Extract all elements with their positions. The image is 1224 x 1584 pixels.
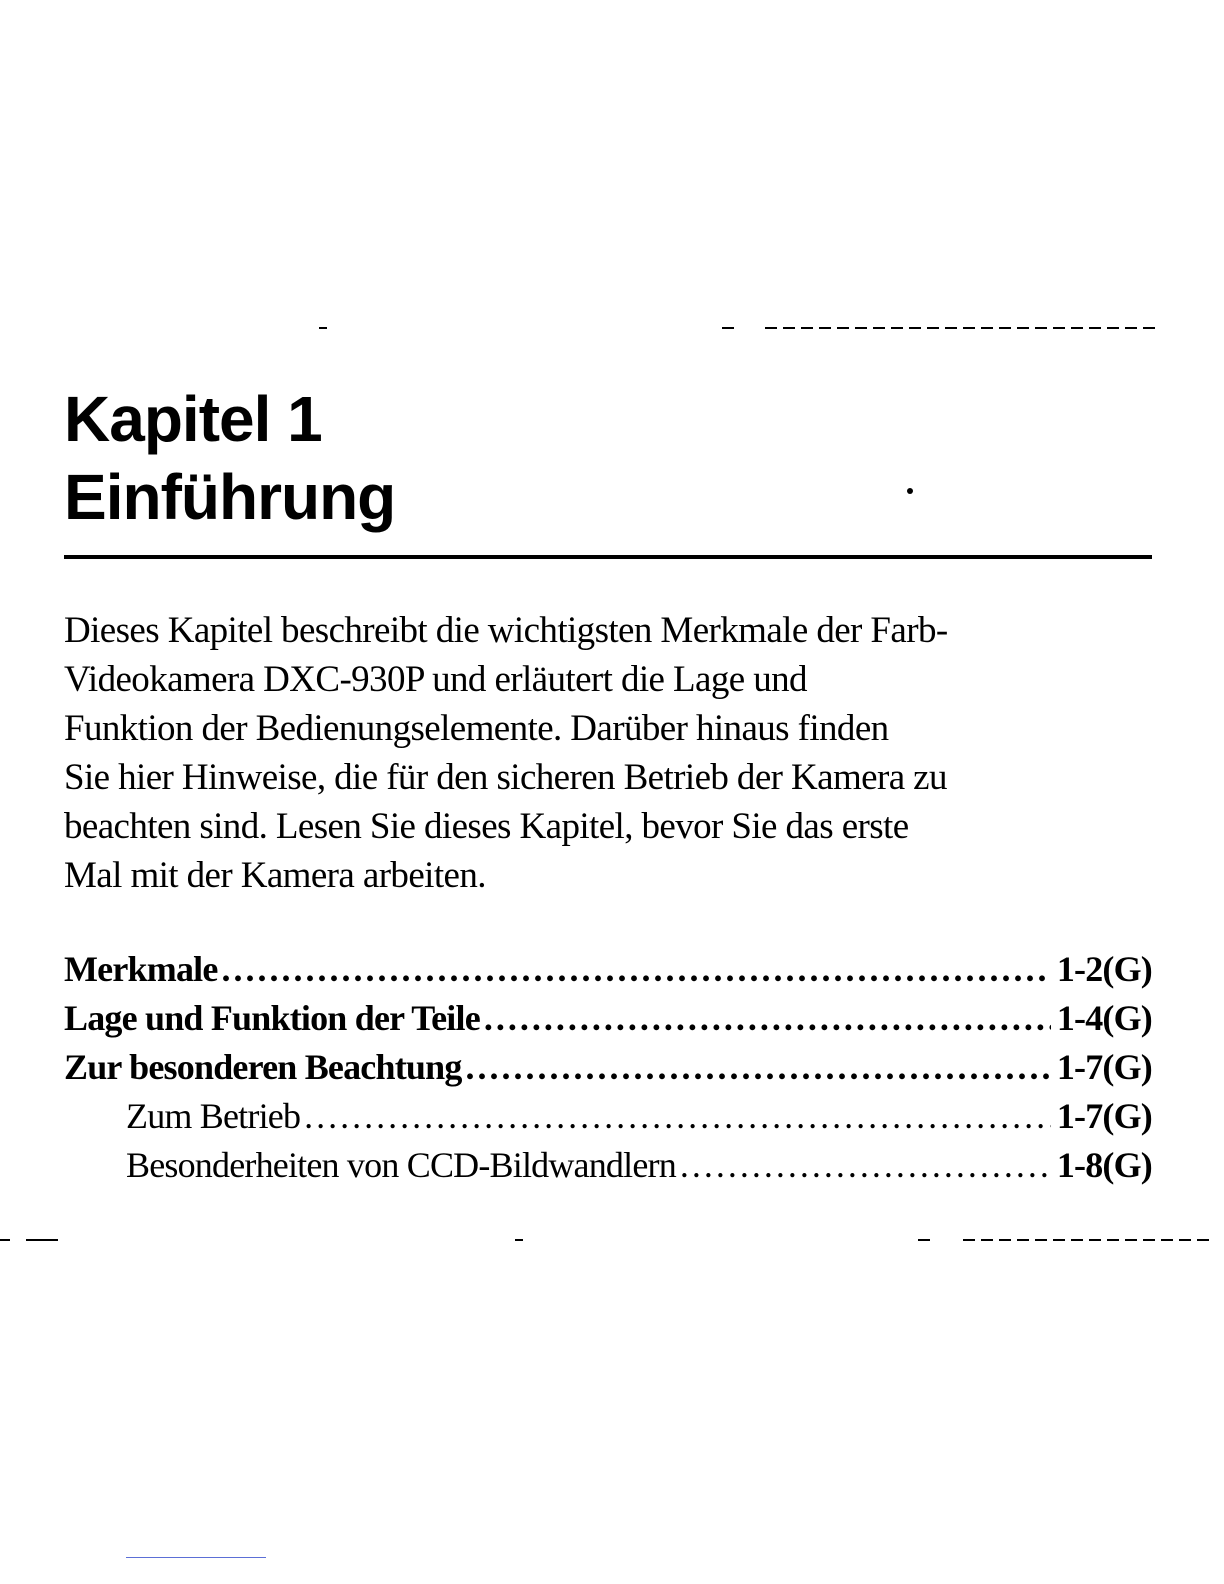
chapter-label: Kapitel 1 <box>64 383 322 455</box>
intro-line: Funktion der Bedienungselemente. Darüber hinaus finden <box>64 708 889 749</box>
intro-line: Sie hier Hinweise, die für den sicheren Betrieb der Kamera zu <box>64 757 947 798</box>
chapter-heading <box>64 380 395 536</box>
intro-line: beachten sind. Lesen Sie dieses Kapitel, bevor Sie das erste <box>64 806 909 847</box>
table-of-contents <box>64 945 1152 1190</box>
scan-artifact-dash <box>515 1239 523 1241</box>
toc-page-number: 1-2(G) <box>1056 949 1152 989</box>
chapter-title: Einführung <box>64 461 396 533</box>
scan-artifact-dash <box>918 1239 930 1241</box>
scan-artifact-dash <box>26 1239 58 1241</box>
toc-entry-title: Lage und Funktion der Teile <box>64 998 480 1038</box>
toc-entry-zum-betrieb[interactable] <box>64 1092 1152 1141</box>
toc-dot-leader <box>484 994 1051 1043</box>
toc-entry-title: Zum Betrieb <box>126 1096 301 1136</box>
scan-artifact-dashes <box>765 327 1160 329</box>
toc-page-number: 1-7(G) <box>1056 1047 1152 1087</box>
intro-paragraph <box>64 606 1159 900</box>
toc-entry-zur-besonderen-beachtung[interactable] <box>64 1043 1152 1092</box>
scan-artifact-dash <box>0 1239 10 1241</box>
toc-page-number: 1-7(G) <box>1056 1096 1152 1136</box>
toc-entry-lage-und-funktion[interactable] <box>64 994 1152 1043</box>
toc-entry-title: Merkmale <box>64 949 218 989</box>
toc-entry-title: Besonderheiten von CCD-Bildwandlern <box>126 1145 676 1185</box>
heading-rule <box>64 555 1152 559</box>
toc-entry-ccd-bildwandler[interactable] <box>64 1141 1152 1190</box>
toc-dot-leader <box>680 1141 1051 1190</box>
intro-line: Videokamera DXC-930P und erläutert die Lage und <box>64 659 807 700</box>
toc-page-number: 1-8(G) <box>1056 1145 1152 1185</box>
toc-dot-leader <box>304 1092 1051 1141</box>
scan-artifact-dash <box>319 327 327 329</box>
scan-artifact-dash <box>722 327 734 329</box>
toc-entry-merkmale[interactable] <box>64 945 1152 994</box>
toc-page-number: 1-4(G) <box>1056 998 1152 1038</box>
toc-dot-leader <box>466 1043 1051 1092</box>
intro-line: Dieses Kapitel beschreibt die wichtigsten Merkmale der Farb- <box>64 610 948 651</box>
scan-speck <box>907 488 913 494</box>
scan-artifact-dashes <box>963 1239 1213 1241</box>
intro-line: Mal mit der Kamera arbeiten. <box>64 855 486 896</box>
toc-entry-title: Zur besonderen Beachtung <box>64 1047 462 1087</box>
scan-artifact-line <box>126 1557 266 1558</box>
toc-dot-leader <box>222 945 1051 994</box>
